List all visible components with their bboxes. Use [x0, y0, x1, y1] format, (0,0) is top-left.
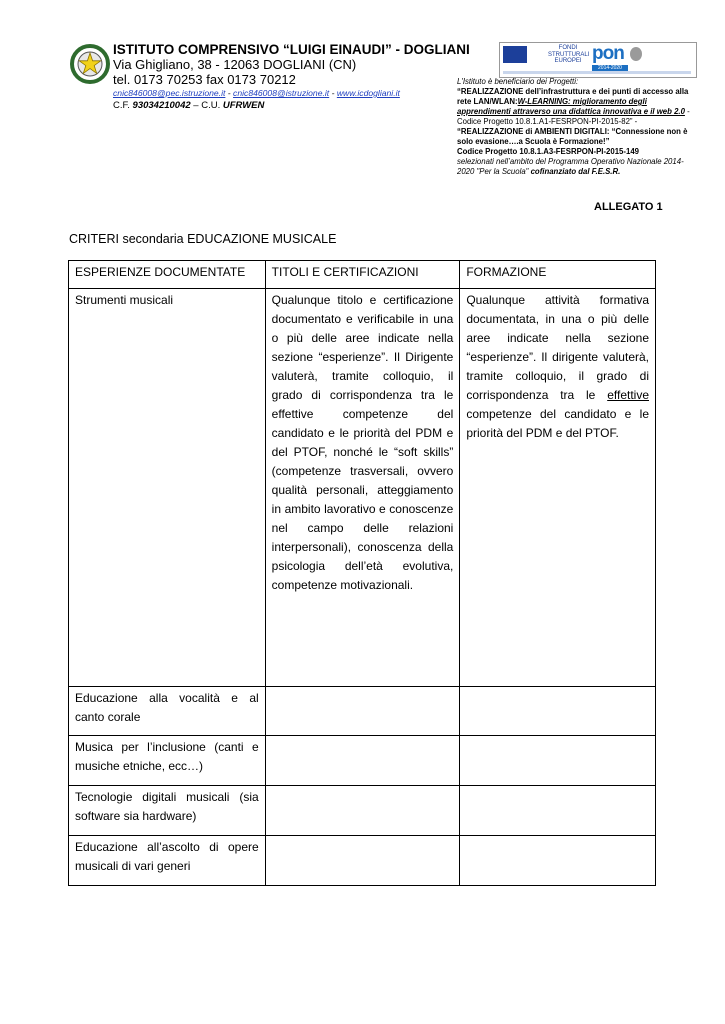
project-2-code: Codice Progetto 10.8.1.A3-FESRPON-PI-2015-149 — [457, 147, 639, 156]
email-link[interactable]: cnic846008@istruzione.it — [233, 88, 330, 98]
eu-flag-icon — [503, 46, 527, 63]
formazione-cell — [460, 786, 656, 836]
school-header — [113, 42, 470, 112]
table-row — [69, 786, 656, 836]
formazione-cell — [460, 736, 656, 786]
cu-label: – C.U. — [190, 100, 223, 111]
republic-emblem-icon — [70, 44, 110, 84]
pon-logo: pon — [592, 43, 624, 64]
titoli-cell — [265, 836, 460, 886]
experience-cell: Educazione alla vocalità e al canto corale — [69, 687, 266, 736]
allegato-label: ALLEGATO 1 — [594, 201, 663, 213]
pon-years: 2014-2020 — [592, 65, 628, 72]
experience-cell: Tecnologie digitali musicali (sia software sia hardware) — [69, 786, 266, 836]
titoli-cell — [265, 687, 460, 736]
project-1-title: “REALIZZAZIONE dell’infrastruttura e dei punti di accesso alla rete LAN/WLAN: — [457, 87, 689, 106]
formazione-text-a: Qualunque attività formativa documentata, in una o più delle aree indicate nella sezione “esperienze”. Il dirigente valuterà, tramite colloquio, il grado di corrispondenza tra le — [466, 293, 649, 402]
formazione-cell — [460, 836, 656, 886]
table-row — [69, 836, 656, 886]
table-row — [69, 687, 656, 736]
experience-cell: Strumenti musicali — [69, 289, 266, 687]
cu-value: UFRWEN — [222, 100, 265, 111]
titoli-cell — [265, 736, 460, 786]
project-2-title: “REALIZZAZIONE di AMBIENTI DIGITALI: “Connessione non è solo evasione….a Scuola è Formazione!” — [457, 127, 688, 146]
table-row — [69, 736, 656, 786]
titoli-cell — [265, 786, 460, 836]
contact-links — [113, 88, 470, 99]
header-titoli: TITOLI E CERTIFICAZIONI — [265, 261, 460, 289]
separator: - — [225, 88, 234, 98]
experience-cell: Educazione all’ascolto di opere musicali di vari generi — [69, 836, 266, 886]
criteri-title: CRITERI secondaria EDUCAZIONE MUSICALE — [69, 232, 337, 246]
projects-note — [457, 77, 693, 177]
table-row — [69, 289, 656, 687]
programme-funding: cofinanziato dal F.E.S.R. — [530, 167, 621, 176]
project-1 — [457, 87, 693, 127]
pec-email-link[interactable]: cnic846008@pec.istruzione.it — [113, 88, 226, 98]
school-name: ISTITUTO COMPRENSIVO “LUIGI EINAUDI” - DOGLIANI — [113, 42, 470, 57]
fiscal-codes — [113, 99, 470, 112]
programme-text: selezionati nell’ambito del Programma Operativo Nazionale 2014-2020 "Per la Scuola" — [457, 157, 684, 176]
table-header-row — [69, 261, 656, 289]
criteria-table — [68, 260, 656, 886]
experience-cell: Musica per l’inclusione (canti e musiche etniche, ecc…) — [69, 736, 266, 786]
project-1-subtitle: W-LEARNING: miglioramento degli apprendimenti attraverso una didattica innovativa e il web 2.0 — [457, 97, 685, 116]
formazione-text-underlined: effettive — [607, 388, 649, 402]
header-formazione: FORMAZIONE — [460, 261, 656, 289]
formazione-text-c: competenze del candidato e le priorità del PDM e del PTOF. — [466, 407, 649, 440]
separator: - — [329, 88, 337, 98]
school-phone: tel. 0173 70253 fax 0173 70212 — [113, 72, 296, 87]
website-link[interactable]: www.icdogliani.it — [336, 88, 400, 98]
project-1-code: - Codice Progetto 10.8.1.A1-FESRPON-PI-2015-82” - — [457, 107, 690, 126]
header-esperienze: ESPERIENZE DOCUMENTATE — [69, 261, 266, 289]
projects-intro: L'Istituto è beneficiario dei Progetti: — [457, 77, 579, 86]
cf-value: 93034210042 — [132, 100, 191, 111]
projects-programme — [457, 157, 693, 177]
ministry-emblem-icon — [630, 47, 642, 61]
funding-logos — [499, 42, 697, 78]
fondi-logo-text: FONDI STRUTTURALI EUROPEI — [548, 45, 590, 64]
cf-label: C.F. — [113, 100, 133, 111]
formazione-cell — [460, 289, 656, 687]
school-address: Via Ghigliano, 38 - 12063 DOGLIANI (CN) — [113, 57, 357, 72]
formazione-cell — [460, 687, 656, 736]
logo-strip — [503, 71, 691, 74]
titoli-cell: Qualunque titolo e certificazione documentato e verificabile in una o più delle aree indicate nella sezione “esperienze”. Il Dirigente valuterà, tramite colloquio, il grado di corrispondenza tra le effettive competenze del candidato e le priorità del PDM e del PTOF, nonché le “soft skills” (competenze trasversali, ovvero qualità personali, atteggiamento in ambito lavorativo e conoscenze nel campo delle relazioni interpersonali), conoscenza della psicologia dell’età evolutiva, competenze motivazionali. — [265, 289, 460, 687]
